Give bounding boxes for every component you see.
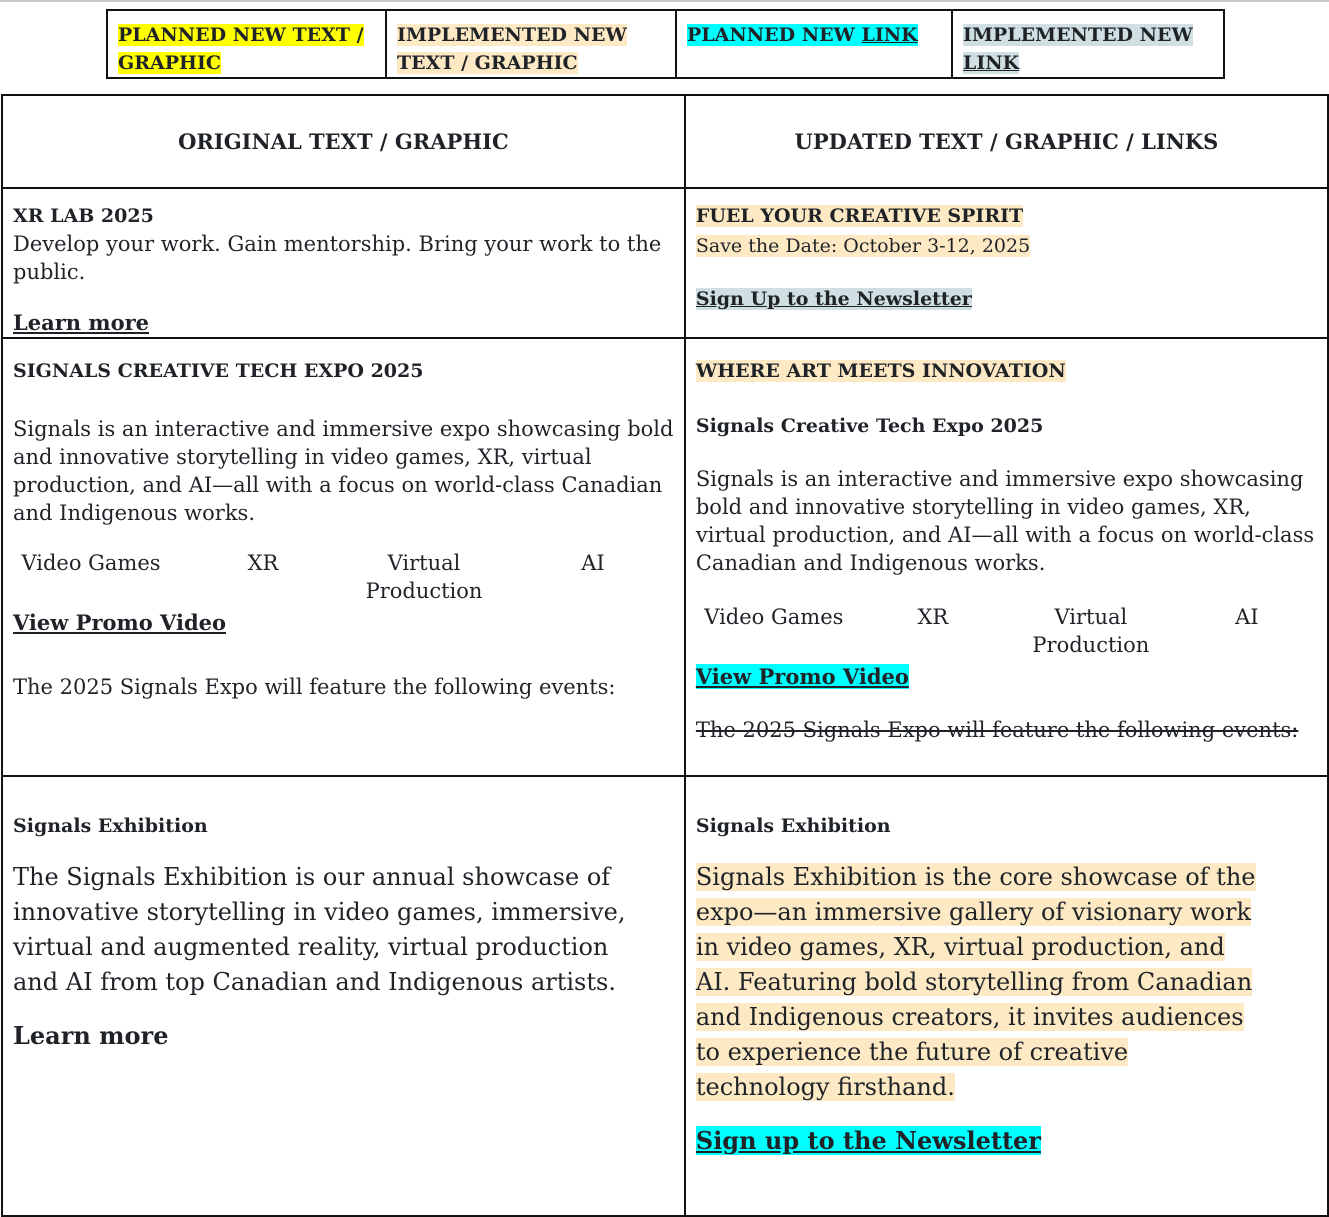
row2-updated-body: Signals is an interactive and immersive expo showcasing bold and innovative storytelling in video games, XR, virtual production, and AI—all with a focus on world-class Canadian and Indigenous works. bbox=[695, 467, 1315, 575]
row1-original-learn-more-link[interactable]: Learn more bbox=[13, 310, 150, 335]
row2-original-body: Signals is an interactive and immersive expo showcasing bold and innovative storytelling in video games, XR, virtual production, and AI—all with a focus on world-class Canadian and Indigenous works. bbox=[13, 417, 674, 525]
category-xr: XR bbox=[247, 551, 279, 575]
legend-planned-link-label bbox=[687, 24, 918, 46]
category-virtual-production: Virtual Production bbox=[1032, 605, 1150, 657]
row2-updated-categories bbox=[696, 603, 1317, 663]
legend-implemented-text bbox=[386, 10, 676, 78]
legend-table bbox=[106, 9, 1225, 79]
row3-original-cell bbox=[2, 776, 685, 1216]
category-ai: AI bbox=[1235, 605, 1259, 629]
row3-updated-newsletter-link[interactable]: Sign up to the Newsletter bbox=[695, 1126, 1041, 1155]
row1-original-title: XR LAB 2025 bbox=[13, 205, 154, 227]
row2-updated-title: Signals Creative Tech Expo 2025 bbox=[695, 415, 1044, 437]
row2-updated-cell bbox=[685, 338, 1328, 776]
row1-updated-title: FUEL YOUR CREATIVE SPIRIT bbox=[695, 205, 1024, 227]
row3-updated-title: Signals Exhibition bbox=[695, 815, 891, 837]
row2-original-cell bbox=[2, 338, 685, 776]
row2-updated-footer: The 2025 Signals Expo will feature the following events: bbox=[695, 718, 1299, 742]
row2-original-footer: The 2025 Signals Expo will feature the following events: bbox=[13, 675, 616, 699]
row3-updated-cell bbox=[685, 776, 1328, 1216]
row2-updated-promo-link[interactable]: View Promo Video bbox=[695, 664, 909, 689]
row2-original-categories bbox=[13, 549, 674, 609]
row1-updated-body: Save the Date: October 3-12, 2025 bbox=[695, 235, 1031, 257]
row3-original-title: Signals Exhibition bbox=[13, 815, 208, 837]
row2-original-title: SIGNALS CREATIVE TECH EXPO 2025 bbox=[13, 360, 424, 382]
header-original: ORIGINAL TEXT / GRAPHIC bbox=[2, 95, 685, 188]
row1-original-body: Develop your work. Gain mentorship. Bring your work to the public. bbox=[13, 232, 662, 284]
category-ai: AI bbox=[581, 551, 605, 575]
top-divider bbox=[0, 0, 1329, 2]
header-updated: UPDATED TEXT / GRAPHIC / LINKS bbox=[685, 95, 1328, 188]
legend-implemented-link-prefix: IMPLEMENTED NEW bbox=[963, 24, 1193, 46]
legend-planned-link-word: LINK bbox=[861, 24, 918, 46]
comparison-table bbox=[1, 94, 1329, 1217]
row2-updated-tagline: WHERE ART MEETS INNOVATION bbox=[695, 360, 1066, 382]
legend-planned-text bbox=[107, 10, 386, 78]
legend-implemented-link bbox=[952, 10, 1224, 78]
legend-implemented-link-label bbox=[963, 24, 1193, 74]
category-xr: XR bbox=[917, 605, 949, 629]
legend-implemented-link-word: LINK bbox=[963, 52, 1020, 74]
category-virtual-production: Virtual Production bbox=[365, 551, 483, 603]
legend-planned-text-label: PLANNED NEW TEXT / GRAPHIC bbox=[118, 24, 364, 74]
row2-original-promo-link[interactable]: View Promo Video bbox=[13, 610, 227, 635]
category-video-games: Video Games bbox=[21, 551, 161, 575]
row3-original-body: The Signals Exhibition is our annual showcase of innovative storytelling in video games, immersive, virtual and augmented reality, virtual production and AI from top Canadian and Indigenous artists. bbox=[13, 863, 626, 996]
category-video-games: Video Games bbox=[704, 605, 844, 629]
legend-implemented-text-label: IMPLEMENTED NEW TEXT / GRAPHIC bbox=[397, 24, 627, 74]
row3-updated-body: Signals Exhibition is the core showcase of the expo—an immersive gallery of visionary work in video games, XR, virtual production, and AI. Featuring bold storytelling from Canadian and Indigenous creators, it invites audiences to experience the future of creative technology firsthand. bbox=[695, 863, 1256, 1101]
legend-planned-link bbox=[676, 10, 952, 78]
row3-original-learn-more-link[interactable]: Learn more bbox=[13, 1021, 169, 1050]
row1-updated-cell bbox=[685, 188, 1328, 338]
row1-original-cell bbox=[2, 188, 685, 338]
legend-planned-link-prefix: PLANNED NEW bbox=[687, 24, 862, 46]
row1-updated-newsletter-link[interactable]: Sign Up to the Newsletter bbox=[695, 288, 972, 310]
